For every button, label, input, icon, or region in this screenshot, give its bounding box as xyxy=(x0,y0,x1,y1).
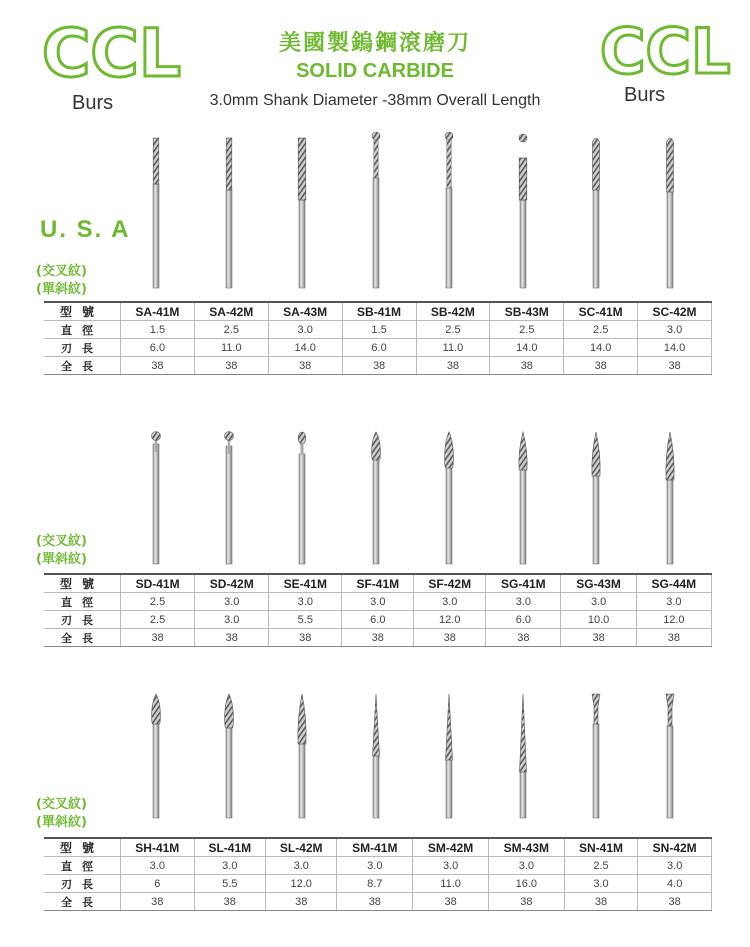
row-header: 全長 xyxy=(44,629,121,647)
model-number: SH-41M xyxy=(121,838,195,857)
model-number: SG-44M xyxy=(636,574,711,593)
model-number: SC-42M xyxy=(638,302,712,321)
tree-pointed-bur-icon xyxy=(509,424,537,568)
model-row xyxy=(44,574,712,593)
cone-pointed-bur-icon xyxy=(435,688,463,822)
cylinder-bur-icon xyxy=(288,132,316,292)
spec-value: 11.0 xyxy=(194,339,268,357)
spec-table xyxy=(44,301,712,375)
model-number: SN-41M xyxy=(564,838,638,857)
cone-pointed-bur-icon xyxy=(362,688,390,822)
spec-value: 38 xyxy=(121,357,195,375)
page-title-chinese: 美國製鎢鋼滾磨刀 xyxy=(278,31,471,56)
diameter-row xyxy=(44,593,712,611)
model-number: SL-42M xyxy=(266,838,337,857)
spec-value: 11.0 xyxy=(413,875,489,893)
origin-label: U. S. A xyxy=(40,216,131,243)
spec-value: 2.5 xyxy=(564,321,638,339)
model-number: SM-41M xyxy=(337,838,413,857)
flame-bur-icon xyxy=(215,688,243,822)
spec-value: 38 xyxy=(194,893,265,911)
spec-value: 38 xyxy=(413,893,489,911)
model-number: SG-41M xyxy=(486,574,561,593)
cone-radius-bur-icon xyxy=(288,688,316,822)
spec-value: 1.5 xyxy=(121,321,195,339)
spec-value: 38 xyxy=(414,629,486,647)
spec-value: 2.5 xyxy=(490,321,564,339)
spec-value: 38 xyxy=(121,893,195,911)
model-number: SM-42M xyxy=(413,838,489,857)
spec-value: 3.0 xyxy=(195,611,269,629)
model-number: SL-41M xyxy=(194,838,265,857)
spec-value: 38 xyxy=(564,357,638,375)
spec-value: 38 xyxy=(269,629,342,647)
spec-value: 11.0 xyxy=(416,339,490,357)
spec-value: 38 xyxy=(337,893,413,911)
spec-value: 38 xyxy=(416,357,490,375)
single-cut-label: (單斜紋) xyxy=(36,815,87,830)
tree-radius-bur-icon xyxy=(435,424,463,568)
cylinder-bur-icon xyxy=(142,132,170,292)
spec-value: 3.0 xyxy=(268,321,342,339)
spec-value: 6.0 xyxy=(121,339,195,357)
spec-value: 14.0 xyxy=(564,339,638,357)
tree-pointed-bur-icon xyxy=(582,424,610,568)
model-number: SG-43M xyxy=(561,574,636,593)
spec-value: 38 xyxy=(486,629,561,647)
spec-value: 38 xyxy=(638,893,712,911)
bur-image-row xyxy=(0,132,750,292)
spec-value: 38 xyxy=(638,357,712,375)
tree-pointed-bur-icon xyxy=(656,424,684,568)
page-title: SOLID CARBIDE xyxy=(296,60,454,82)
spec-value: 3.0 xyxy=(564,875,638,893)
row-header: 直徑 xyxy=(44,321,121,339)
spec-value: 6.0 xyxy=(486,611,561,629)
overall-length-row xyxy=(44,357,712,375)
row-header: 全長 xyxy=(44,357,121,375)
spec-value: 12.0 xyxy=(414,611,486,629)
spec-value: 2.5 xyxy=(416,321,490,339)
logo-subtitle: Burs xyxy=(72,92,114,114)
row-header: 全長 xyxy=(44,893,121,911)
oval-bur-icon xyxy=(288,424,316,568)
cross-cut-label: (交叉紋) xyxy=(36,797,87,812)
diameter-row xyxy=(44,321,712,339)
single-cut-label: (單斜紋) xyxy=(36,552,87,567)
row-header: 型號 xyxy=(44,302,121,321)
spec-value: 38 xyxy=(490,357,564,375)
flame-bur-icon xyxy=(142,688,170,822)
spec-value: 3.0 xyxy=(638,321,712,339)
page-subtitle: 3.0mm Shank Diameter -38mm Overall Length xyxy=(209,92,541,109)
tree-radius-bur-icon xyxy=(362,424,390,568)
spec-value: 12.0 xyxy=(266,875,337,893)
spec-value: 38 xyxy=(342,357,416,375)
model-number: SD-42M xyxy=(195,574,269,593)
model-number: SA-42M xyxy=(194,302,268,321)
spec-value: 6.0 xyxy=(342,339,416,357)
spec-value: 3.0 xyxy=(337,857,413,875)
spec-value: 2.5 xyxy=(121,593,195,611)
model-number: SB-41M xyxy=(342,302,416,321)
ball-nose-cylinder-bur-icon xyxy=(582,132,610,292)
blade-length-row xyxy=(44,611,712,629)
ball-bur-icon xyxy=(142,424,170,568)
row-header: 刃長 xyxy=(44,339,121,357)
spec-value: 5.5 xyxy=(269,611,342,629)
spec-value: 3.0 xyxy=(414,593,486,611)
spec-value: 38 xyxy=(636,629,711,647)
spec-value: 3.0 xyxy=(342,593,414,611)
blade-length-row xyxy=(44,339,712,357)
spec-value: 3.0 xyxy=(488,857,564,875)
single-cut-label: (單斜紋) xyxy=(36,282,87,297)
diameter-row xyxy=(44,857,712,875)
inverted-cone-bur-icon xyxy=(656,688,684,822)
model-row xyxy=(44,838,712,857)
spec-value: 38 xyxy=(488,893,564,911)
svg-text:CCL: CCL xyxy=(42,15,181,92)
spec-value: 38 xyxy=(561,629,636,647)
spec-value: 3.0 xyxy=(636,593,711,611)
spec-value: 3.0 xyxy=(194,857,265,875)
spec-value: 12.0 xyxy=(636,611,711,629)
model-number: SB-42M xyxy=(416,302,490,321)
cone-pointed-bur-icon xyxy=(509,688,537,822)
spec-value: 3.0 xyxy=(269,593,342,611)
spec-table xyxy=(44,573,712,647)
flat-cylinder-bur-icon xyxy=(509,132,537,292)
spec-value: 14.0 xyxy=(490,339,564,357)
spec-value: 14.0 xyxy=(638,339,712,357)
spec-value: 1.5 xyxy=(342,321,416,339)
spec-value: 38 xyxy=(268,357,342,375)
model-row xyxy=(44,302,712,321)
spec-value: 3.0 xyxy=(121,857,195,875)
ball-nose-cylinder-bur-icon xyxy=(656,132,684,292)
bur-image-row xyxy=(0,424,750,574)
spec-value: 8.7 xyxy=(337,875,413,893)
spec-value: 3.0 xyxy=(195,593,269,611)
spec-value: 38 xyxy=(194,357,268,375)
model-number: SB-43M xyxy=(490,302,564,321)
spec-value: 10.0 xyxy=(561,611,636,629)
spec-value: 2.5 xyxy=(121,611,195,629)
model-number: SF-41M xyxy=(342,574,414,593)
model-number: SC-41M xyxy=(564,302,638,321)
overall-length-row xyxy=(44,629,712,647)
spec-value: 2.5 xyxy=(194,321,268,339)
spec-value: 4.0 xyxy=(638,875,712,893)
row-header: 直徑 xyxy=(44,593,121,611)
spec-value: 3.0 xyxy=(266,857,337,875)
inverted-cone-bur-icon xyxy=(582,688,610,822)
model-number: SA-43M xyxy=(268,302,342,321)
spec-value: 38 xyxy=(342,629,414,647)
spec-value: 16.0 xyxy=(488,875,564,893)
ball-cylinder-bur-icon xyxy=(435,132,463,292)
spec-value: 3.0 xyxy=(561,593,636,611)
ball-bur-icon xyxy=(215,424,243,568)
row-header: 型號 xyxy=(44,574,121,593)
spec-value: 6 xyxy=(121,875,195,893)
cylinder-bur-icon xyxy=(215,132,243,292)
svg-text:CCL: CCL xyxy=(600,15,731,88)
blade-length-row xyxy=(44,875,712,893)
overall-length-row xyxy=(44,893,712,911)
model-number: SD-41M xyxy=(121,574,195,593)
row-header: 刃長 xyxy=(44,611,121,629)
model-number: SN-42M xyxy=(638,838,712,857)
spec-value: 38 xyxy=(564,893,638,911)
ball-cylinder-bur-icon xyxy=(362,132,390,292)
spec-value: 5.5 xyxy=(194,875,265,893)
logo-subtitle: Burs xyxy=(624,84,666,106)
model-number: SF-42M xyxy=(414,574,486,593)
spec-value: 38 xyxy=(121,629,195,647)
bur-image-row xyxy=(0,688,750,828)
model-number: SA-41M xyxy=(121,302,195,321)
spec-value: 3.0 xyxy=(413,857,489,875)
spec-value: 2.5 xyxy=(564,857,638,875)
spec-value: 3.0 xyxy=(638,857,712,875)
row-header: 直徑 xyxy=(44,857,121,875)
spec-value: 38 xyxy=(195,629,269,647)
spec-value: 3.0 xyxy=(486,593,561,611)
cross-cut-label: (交叉紋) xyxy=(36,264,87,279)
spec-table xyxy=(44,837,712,911)
spec-value: 38 xyxy=(266,893,337,911)
row-header: 型號 xyxy=(44,838,121,857)
model-number: SM-43M xyxy=(488,838,564,857)
model-number: SE-41M xyxy=(269,574,342,593)
spec-value: 14.0 xyxy=(268,339,342,357)
spec-value: 6.0 xyxy=(342,611,414,629)
row-header: 刃長 xyxy=(44,875,121,893)
cross-cut-label: (交叉紋) xyxy=(36,534,87,549)
